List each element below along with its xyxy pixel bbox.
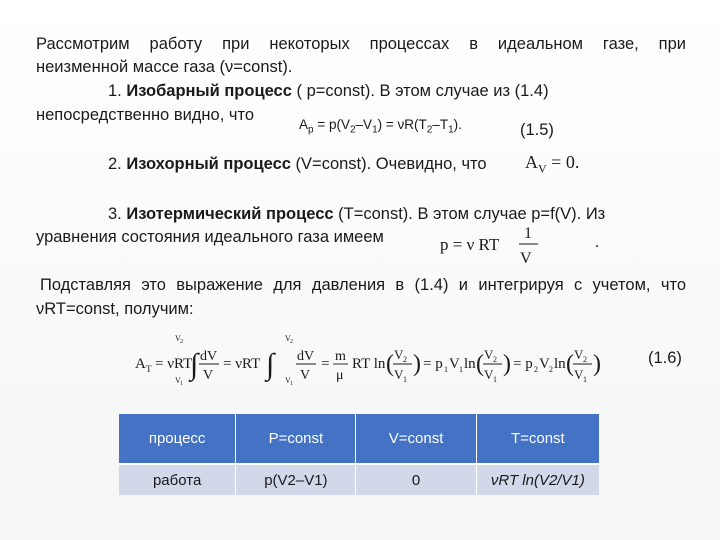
table-cell: работа (119, 465, 236, 495)
svg-text:T: T (146, 364, 152, 374)
svg-text:1: 1 (493, 375, 497, 384)
table-cell: νRT ln(V2/V1) (477, 465, 599, 495)
svg-text:∫: ∫ (190, 348, 199, 381)
isobaric-number: 1. (108, 82, 122, 100)
svg-text:= νRT: = νRT (223, 356, 261, 372)
svg-text:2: 2 (583, 355, 587, 364)
svg-text:V: V (574, 367, 584, 382)
svg-text:1: 1 (290, 381, 293, 387)
svg-text:V: V (394, 347, 404, 362)
svg-text:V: V (484, 347, 494, 362)
isobaric-line-1 (108, 80, 549, 102)
svg-text:1: 1 (459, 365, 463, 374)
isochoric-title: Изохорный процесс (126, 155, 291, 173)
work-summary-table (119, 414, 599, 495)
svg-text:1: 1 (444, 365, 448, 374)
isothermal-text: (T=const). В этом случае p=f(V). Из (333, 205, 606, 223)
svg-text:V: V (574, 347, 584, 362)
intro-line-1: Рассмотрим работу при некоторых процессах в идеальном газе, при (36, 35, 686, 53)
svg-text:V: V (300, 368, 311, 383)
svg-text:∫: ∫ (266, 348, 275, 381)
substitution-line-2: νRT=const, получим: (36, 300, 194, 318)
isobaric-formula: $A_p = p(V_2-V_1) = \nu R(T_2-T_1)$. (299, 117, 462, 136)
isochoric-formula: $A_V = 0$. (525, 152, 580, 176)
isobaric-equation-label: (1.5) (520, 121, 554, 139)
isobaric-text: ( p=const). В этом случае из (1.4) (291, 82, 549, 100)
isobaric-line-2: непосредственно видно, что (36, 106, 255, 124)
svg-text:= p: = p (423, 356, 443, 372)
isothermal-equation-label: (1.6) (648, 349, 682, 367)
svg-text:V: V (175, 334, 181, 343)
table-cell: p(V2–V1) (236, 465, 356, 495)
svg-text:2: 2 (403, 355, 407, 364)
isobaric-title: Изобарный процесс (126, 82, 292, 100)
isothermal-work-formula (135, 333, 615, 391)
svg-text:V: V (449, 356, 460, 372)
table-cell: 0 (356, 465, 476, 495)
svg-text:1: 1 (583, 375, 587, 384)
svg-text:= p: = p (513, 356, 533, 372)
substitution-line-1: Подставляя это выражение для давления в (1.4) и интегрируя с учетом, что (40, 276, 686, 294)
svg-text:1: 1 (403, 375, 407, 384)
svg-text:): ) (503, 351, 511, 377)
svg-text:): ) (413, 351, 421, 377)
svg-text:dV: dV (200, 349, 218, 364)
svg-text:2: 2 (290, 339, 293, 345)
svg-text:V: V (484, 367, 494, 382)
svg-text:2: 2 (180, 339, 183, 345)
svg-text:.: . (595, 234, 599, 251)
svg-text:V: V (175, 376, 181, 385)
table-row (119, 465, 599, 495)
svg-text:V: V (539, 356, 550, 372)
isothermal-line-2: уравнения состояния идеального газа имеем (36, 228, 384, 246)
table-header-cell: P=const (236, 414, 356, 465)
svg-text:2: 2 (534, 365, 538, 374)
svg-text:p = ν RT: p = ν RT (440, 235, 500, 254)
table-header-cell: процесс (119, 414, 236, 465)
svg-text:(: ( (476, 351, 484, 377)
svg-text:V: V (285, 376, 291, 385)
isothermal-number: 3. (108, 205, 122, 223)
svg-text:ln: ln (554, 356, 566, 372)
intro-line-2: неизменной массе газа (ν=const). (36, 58, 293, 76)
svg-text:= νRT: = νRT (155, 356, 193, 372)
svg-text:ln: ln (464, 356, 476, 372)
svg-text:1: 1 (524, 225, 532, 242)
table-header-row (119, 414, 599, 465)
svg-text:V: V (285, 334, 291, 343)
svg-text:V: V (203, 368, 214, 383)
svg-text:V: V (394, 367, 404, 382)
svg-text:=: = (321, 356, 330, 372)
isothermal-title: Изотермический процесс (126, 205, 334, 223)
svg-text:dV: dV (297, 349, 315, 364)
svg-text:1: 1 (180, 381, 183, 387)
isochoric-number: 2. (108, 155, 122, 173)
svg-text:μ: μ (336, 368, 344, 383)
svg-text:(: ( (386, 351, 394, 377)
isothermal-formula (440, 219, 610, 269)
isochoric-line (108, 153, 487, 175)
svg-text:RT ln: RT ln (352, 356, 386, 372)
table-header-cell: V=const (356, 414, 476, 465)
svg-text:(: ( (566, 351, 574, 377)
svg-text:A: A (135, 356, 146, 372)
svg-text:2: 2 (493, 355, 497, 364)
svg-text:m: m (335, 349, 346, 364)
svg-text:V: V (520, 250, 532, 267)
svg-text:): ) (593, 351, 601, 377)
svg-text:2: 2 (549, 365, 553, 374)
table-header-cell: T=const (477, 414, 599, 465)
isochoric-text: (V=const). Очевидно, что (290, 155, 487, 173)
